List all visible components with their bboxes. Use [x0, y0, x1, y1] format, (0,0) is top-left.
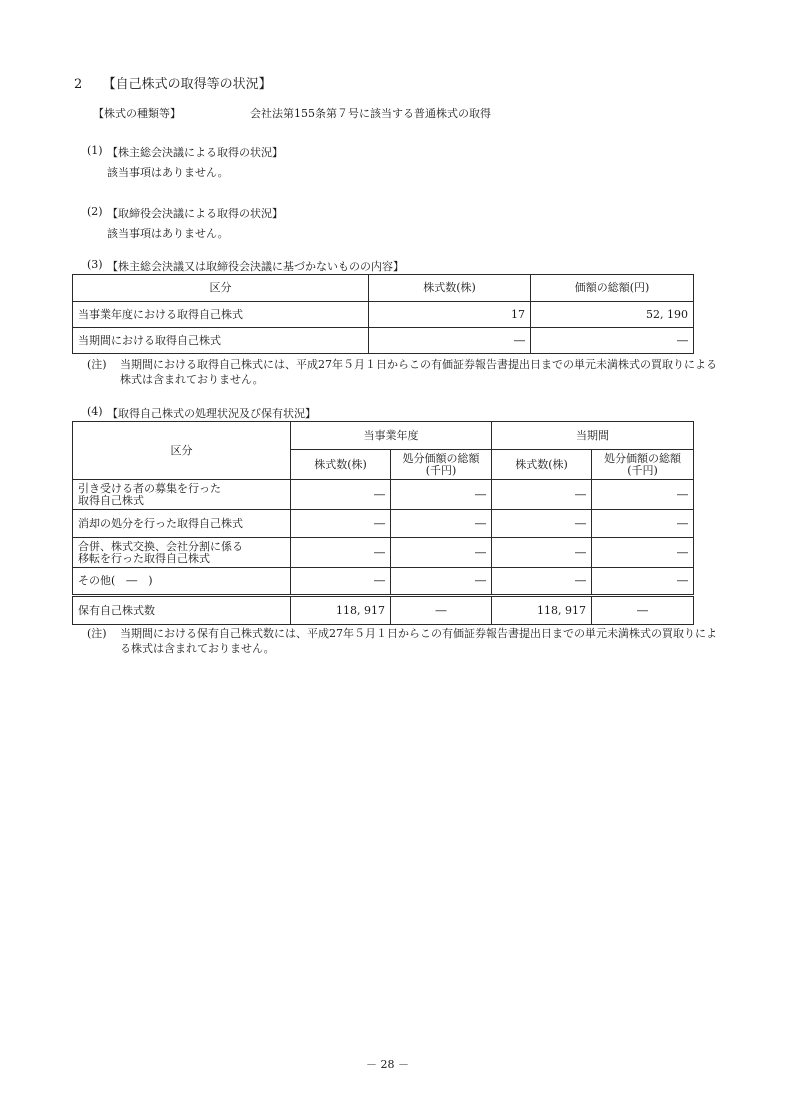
- cell-value: ―: [291, 510, 391, 538]
- header-line: (千円): [425, 463, 457, 477]
- header-current-period: 当期間: [492, 422, 694, 450]
- cell-value: ―: [592, 510, 694, 538]
- note-label: (注): [87, 358, 107, 371]
- subsection-2-body: 該当事項はありません。: [107, 227, 229, 240]
- subsection-3-number: (3): [87, 258, 103, 271]
- cell-value: ―: [492, 510, 592, 538]
- cell-value: ―: [492, 538, 592, 568]
- cell-value: ―: [391, 596, 492, 625]
- row-amount: 52, 190: [531, 302, 694, 328]
- table-row: [73, 510, 694, 538]
- table-row: [73, 328, 694, 354]
- subsection-1-number: (1): [87, 144, 103, 157]
- subsection-1-title: 【株主総会決議による取得の状況】: [107, 146, 283, 159]
- table-row: [73, 302, 694, 328]
- cell-value: ―: [391, 568, 492, 596]
- cell-value: ―: [492, 568, 592, 596]
- row-category: 保有自己株式数: [73, 596, 291, 625]
- cell-value: ―: [391, 480, 492, 510]
- cell-value: ―: [291, 568, 391, 596]
- subsection-3-title: 【株主総会決議又は取締役会決議に基づかないものの内容】: [107, 260, 404, 273]
- section-heading: [74, 73, 272, 92]
- row-shares: ―: [369, 328, 531, 354]
- page-number: － 28 －: [366, 1058, 409, 1071]
- subsection-4-title: 【取得自己株式の処理状況及び保有状況】: [107, 407, 316, 420]
- header-line: 処分価額の総額: [402, 451, 480, 465]
- subsection-2-number: (2): [87, 205, 103, 218]
- header-shares: 株式数(株): [369, 275, 531, 302]
- cell-value: ―: [492, 480, 592, 510]
- category-line: 取得自己株式: [78, 493, 144, 507]
- header-category: 区分: [73, 275, 369, 302]
- note-label: (注): [87, 627, 107, 640]
- row-category: 当期間における取得自己株式: [73, 328, 369, 354]
- header-shares: 株式数(株): [492, 450, 592, 480]
- row-category: その他( ― ): [73, 568, 291, 596]
- subsection-4-number: (4): [87, 405, 103, 418]
- header-disposal-amount: [592, 450, 694, 480]
- row-amount: ―: [531, 328, 694, 354]
- cell-value: 118, 917: [291, 596, 391, 625]
- table-row: [73, 480, 694, 510]
- subsection-2-title: 【取締役会決議による取得の状況】: [107, 207, 283, 220]
- acquisition-table: [72, 274, 694, 354]
- category-line: 引き受ける者の募集を行った: [78, 481, 221, 495]
- header-current-fiscal-year: 当事業年度: [291, 422, 492, 450]
- subsection-1-body: 該当事項はありません。: [107, 166, 229, 179]
- cell-value: ―: [592, 568, 694, 596]
- header-disposal-amount: [391, 450, 492, 480]
- note-text: 当期間における保有自己株式数には、平成27年５月１日からこの有価証券報告書提出日までの単元未満株式の買取りによる株式は含まれておりません。: [120, 627, 717, 655]
- header-category: 区分: [73, 422, 291, 480]
- row-category: [73, 538, 291, 568]
- table-row: [73, 538, 694, 568]
- section-title: 【自己株式の取得等の状況】: [102, 77, 272, 92]
- header-shares: 株式数(株): [291, 450, 391, 480]
- header-line: (千円): [627, 463, 658, 477]
- cell-value: ―: [291, 480, 391, 510]
- cell-value: ―: [592, 538, 694, 568]
- row-shares: 17: [369, 302, 531, 328]
- stock-type-label: 【株式の種類等】: [93, 107, 181, 120]
- cell-value: 118, 917: [492, 596, 592, 625]
- cell-value: ―: [592, 480, 694, 510]
- header-line: 処分価額の総額: [604, 451, 681, 465]
- section-number: 2: [74, 77, 83, 92]
- group-header-row: [73, 422, 694, 450]
- cell-value: ―: [391, 538, 492, 568]
- category-line: 移転を行った取得自己株式: [78, 551, 210, 565]
- cell-value: ―: [592, 596, 694, 625]
- disposition-table: [72, 421, 694, 625]
- note-text: 当期間における取得自己株式には、平成27年５月１日からこの有価証券報告書提出日までの単元未満株式の買取りによる株式は含まれておりません。: [120, 358, 717, 386]
- header-amount: 価額の総額(円): [531, 275, 694, 302]
- table-header-row: [73, 275, 694, 302]
- row-category: 消却の処分を行った取得自己株式: [73, 510, 291, 538]
- total-row: [73, 596, 694, 625]
- table-row: [73, 568, 694, 596]
- category-line: 合併、株式交換、会社分割に係る: [78, 539, 243, 553]
- cell-value: ―: [391, 510, 492, 538]
- cell-value: ―: [291, 538, 391, 568]
- row-category: [73, 480, 291, 510]
- row-category: 当事業年度における取得自己株式: [73, 302, 369, 328]
- stock-type-value: 会社法第155条第７号に該当する普通株式の取得: [250, 107, 491, 120]
